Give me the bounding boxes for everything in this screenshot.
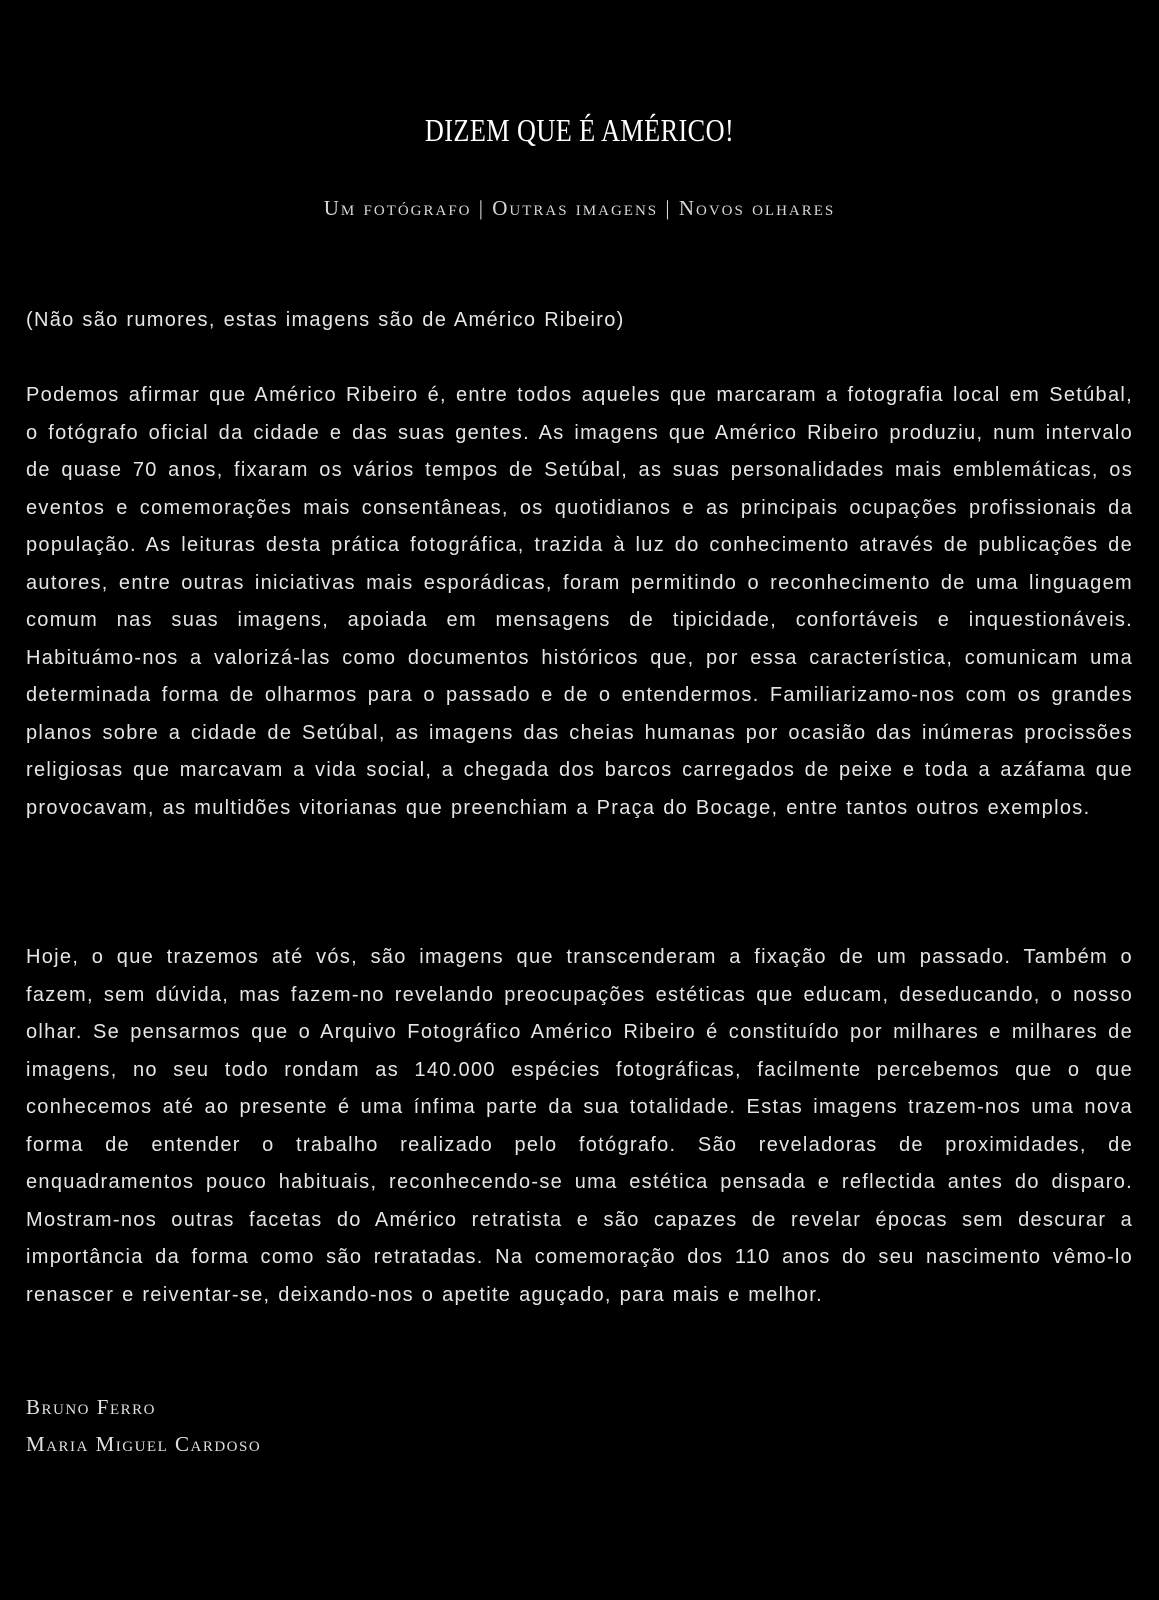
paragraph-1: Podemos afirmar que Américo Ribeiro é, entre todos aqueles que marcaram a fotografia local em Setúbal, o fotógrafo oficial da cidade e das suas gentes. As imagens que Américo Ribeiro produziu, num intervalo de quase 70 anos, fixaram os vários tempos de Setúbal, as suas personalidades mais emblemáticas, os eventos e comemorações mais consentâneas, os quotidianos e as principais ocupações profissionais da população. As leituras desta prática fotográfica, trazida à luz do conhecimento através de publicações de autores, entre outras iniciativas mais esporádicas, foram permitindo o reconhecimento de uma linguagem comum nas suas imagens, apoiada em mensagens de tipicidade, confortáveis e inquestionáveis. Habituámo-nos a valorizá-las como documentos históricos que, por essa característica, comunicam uma determinada forma de olharmos para o passado e de o entendermos. Familiarizamo-nos com os grandes planos sobre a cidade de Setúbal, as imagens das cheias humanas por ocasião das inúmeras procissões religiosas que marcavam a vida social, a chegada dos barcos carregados de peixe e toda a azáfama que provocavam, as multidões vitorianas que preenchiam a Praça do Bocage, entre tantos outros exemplos. xyxy=(26,384,1133,819)
page-subtitle: Um fotógrafo | Outras imagens | Novos olhares xyxy=(323,196,836,220)
paragraph-2: Hoje, o que trazemos até vós, são imagens que transcenderam a fixação de um passado. Também o fazem, sem dúvida, mas fazem-no revelando preocupações estéticas que educam, deseducando, o nosso olhar. Se pensarmos que o Arquivo Fotográfico Américo Ribeiro é constituído por milhares e milhares de imagens, no seu todo rondam as 140.000 espécies fotográficas, facilmente percebemos que o que conhecemos até ao presente é uma ínfima parte da sua totalidade. Estas imagens trazem-nos uma nova forma de entender o trabalho realizado pelo fotógrafo. São reveladoras de proximidades, de enquadramentos pouco habituais, reconhecendo-se uma estética pensada e reflectida antes do disparo. Mostram-nos outras facetas do Américo retratista e são capazes de revelar épocas sem descurar a importância da forma como são retratadas. Na comemoração dos 110 anos do seu nascimento vêmo-lo renascer e reiventar-se, deixando-nos o apetite aguçado, para mais e melhor. xyxy=(26,946,1133,1306)
page-title: DIZEM QUE É AMÉRICO! xyxy=(424,112,735,148)
authors-block xyxy=(26,1389,261,1463)
intro-text: (Não são rumores, estas imagens são de Américo Ribeiro) xyxy=(26,309,625,331)
author-name: Bruno Ferro xyxy=(26,1395,156,1419)
author-name: Maria Miguel Cardoso xyxy=(26,1432,262,1456)
